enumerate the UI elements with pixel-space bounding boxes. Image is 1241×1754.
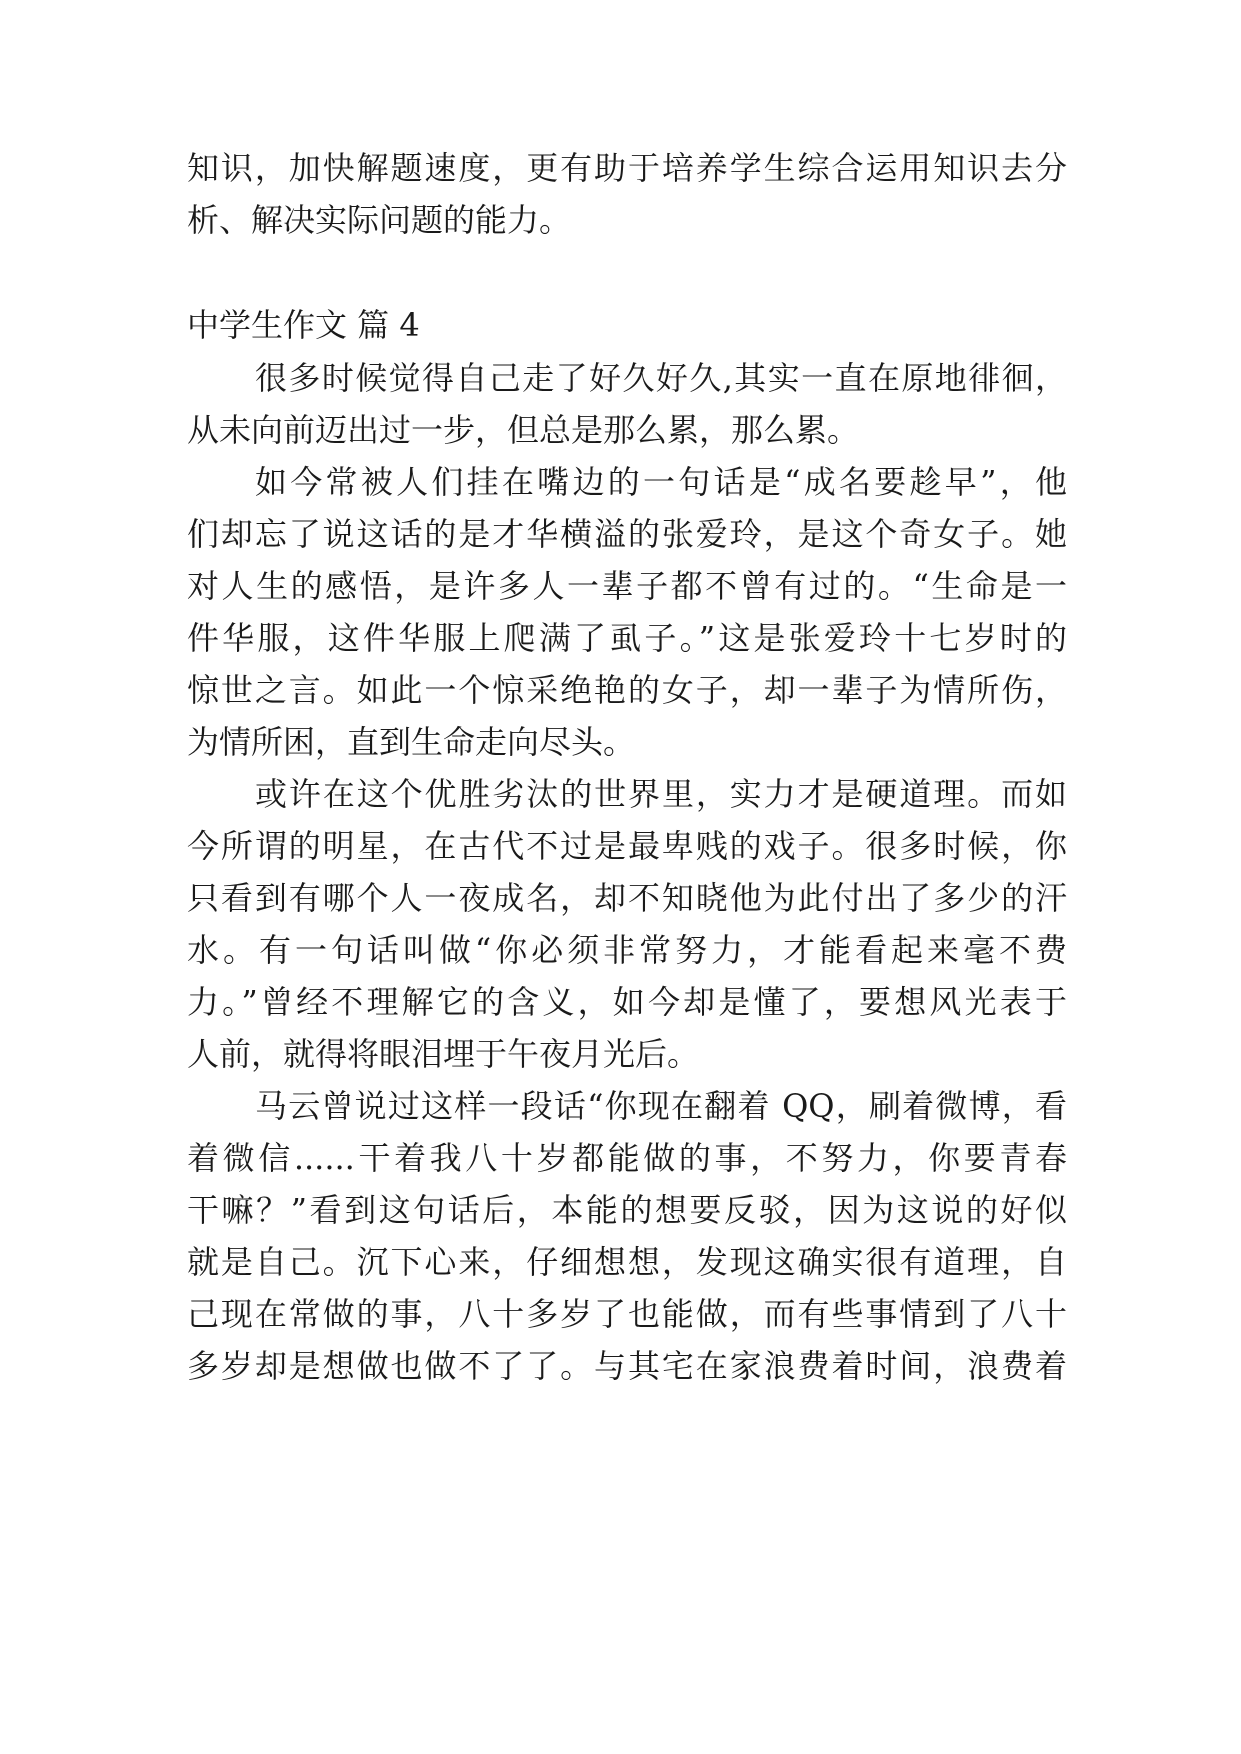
paragraph-4-line-2: 着微信......干着我八十岁都能做的事，不努力，你要青春: [187, 1139, 1067, 1177]
paragraph-4-line-4: 就是自己。沉下心来，仔细想想，发现这确实很有道理，自: [187, 1243, 1067, 1281]
intro-line-2: 析、解决实际问题的能力。: [187, 201, 572, 239]
paragraph-2-line-2: 们却忘了说这话的是才华横溢的张爱玲，是这个奇女子。她: [187, 515, 1067, 553]
paragraph-4-line-5: 己现在常做的事，八十多岁了也能做，而有些事情到了八十: [187, 1295, 1067, 1333]
paragraph-1-line-1: 很多时候觉得自己走了好久好久,其实一直在原地徘徊，: [255, 359, 1067, 397]
paragraph-2-line-5: 惊世之言。如此一个惊采绝艳的女子，却一辈子为情所伤，: [187, 671, 1067, 709]
paragraph-3-line-4: 水。有一句话叫做“你必须非常努力，才能看起来毫不费: [187, 931, 1067, 969]
intro-line-1: 知识，加快解题速度，更有助于培养学生综合运用知识去分: [187, 149, 1067, 187]
paragraph-4-line-3: 干嘛？”看到这句话后，本能的想要反驳，因为这说的好似: [187, 1191, 1067, 1229]
paragraph-3-line-6: 人前，就得将眼泪埋于午夜月光后。: [187, 1035, 700, 1073]
paragraph-2-line-1: 如今常被人们挂在嘴边的一句话是“成名要趁早”，他: [255, 463, 1067, 501]
paragraph-3-line-5: 力。”曾经不理解它的含义，如今却是懂了，要想风光表于: [187, 983, 1067, 1021]
paragraph-2-line-4: 件华服，这件华服上爬满了虱子。”这是张爱玲十七岁时的: [187, 619, 1067, 657]
paragraph-4-line-1: 马云曾说过这样一段话“你现在翻着 QQ，刷着微博，看: [255, 1087, 1067, 1125]
paragraph-2-line-3: 对人生的感悟，是许多人一辈子都不曾有过的。“生命是一: [187, 567, 1067, 605]
paragraph-3-line-2: 今所谓的明星，在古代不过是最卑贱的戏子。很多时候，你: [187, 827, 1067, 865]
paragraph-4-line-6: 多岁却是想做也做不了了。与其宅在家浪费着时间，浪费着: [187, 1347, 1067, 1385]
paragraph-2-line-6: 为情所困，直到生命走向尽头。: [187, 723, 636, 761]
section-title: 中学生作文 篇 4: [187, 306, 420, 344]
paragraph-3-line-3: 只看到有哪个人一夜成名，却不知晓他为此付出了多少的汗: [187, 879, 1067, 917]
paragraph-3-line-1: 或许在这个优胜劣汰的世界里，实力才是硬道理。而如: [255, 775, 1067, 813]
paragraph-1-line-2: 从未向前迈出过一步，但总是那么累，那么累。: [187, 411, 860, 449]
